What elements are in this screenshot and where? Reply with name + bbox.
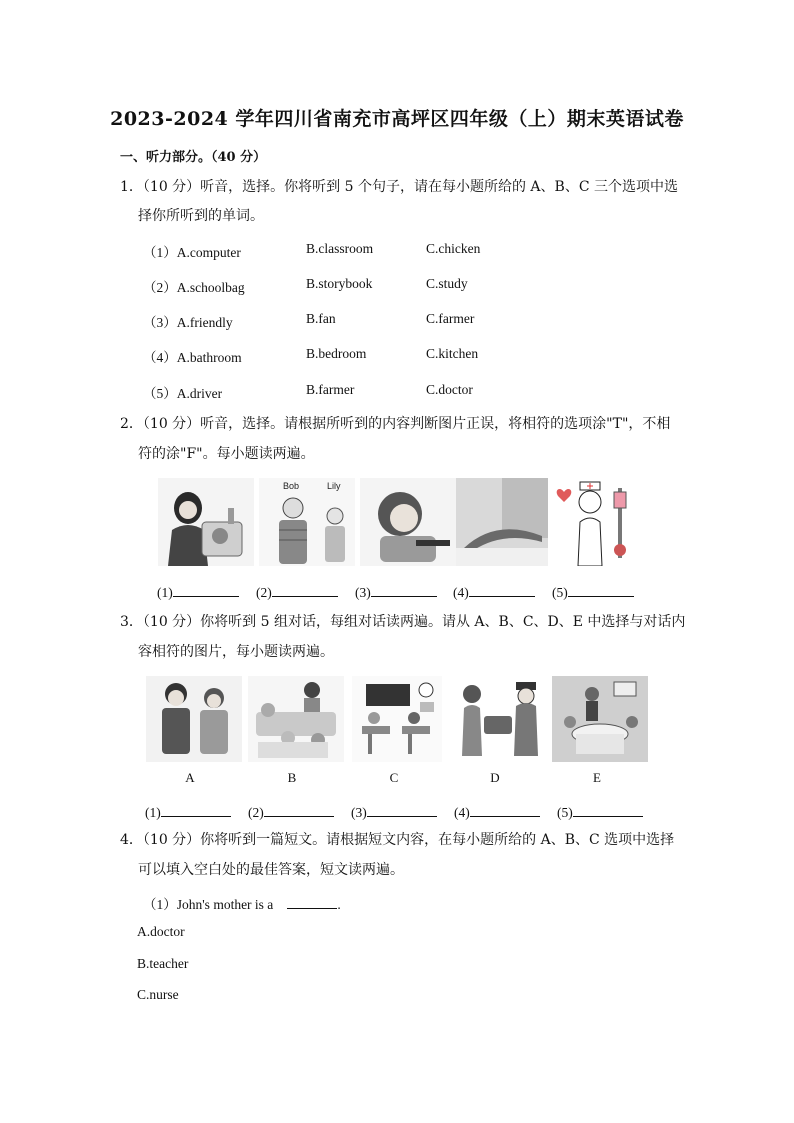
q3-picture-a	[146, 676, 242, 762]
q2-picture-4	[456, 478, 548, 566]
q1-row2-b: B.storybook	[306, 276, 373, 291]
q3-picture-d	[450, 676, 546, 762]
q1-row5-c: C.doctor	[426, 382, 473, 397]
q2-answer-blank-3[interactable]	[355, 582, 437, 601]
q1-row1-b: B.classroom	[306, 241, 374, 256]
section-heading: 一、听力部分。（40 分）	[120, 150, 267, 165]
q2-answer-blank-1[interactable]	[157, 582, 239, 601]
q4-option-b[interactable]: B.teacher	[137, 956, 189, 971]
q4-sub1-blank[interactable]	[287, 895, 337, 909]
q3-blank-2-label: (2)	[248, 805, 264, 820]
q3-picture-a-label: A	[185, 770, 195, 785]
q1-row3-a: （3）A.friendly	[143, 315, 233, 330]
q2-text-line1: 2．（10 分）听音，选择。请根据所听到的内容判断图片正误，将相符的选项涂"T"，不相	[120, 416, 671, 432]
q4-option-c[interactable]: C.nurse	[137, 987, 179, 1002]
q4-sub1-period: .	[337, 897, 341, 912]
q2-picture-2	[259, 478, 355, 566]
q3-picture-b	[248, 676, 344, 762]
q3-picture-d-label: D	[490, 770, 500, 785]
q1-text-line1: 1．（10 分）听音，选择。你将听到 5 个句子，请在每小题所给的 A、B、C 三个选项中选	[120, 179, 678, 195]
q2-picture-3	[360, 478, 456, 566]
q2-blank-5-label: (5)	[552, 585, 568, 600]
q3-blank-3-label: (3)	[351, 805, 367, 820]
q3-answer-blank-1[interactable]	[145, 802, 231, 821]
q1-row1-c: C.chicken	[426, 241, 481, 256]
q3-answer-blank-4[interactable]	[454, 802, 540, 821]
q1-row2-a: （2）A.schoolbag	[143, 280, 245, 295]
q3-picture-c	[352, 676, 442, 762]
q1-row2-c: C.study	[426, 276, 468, 291]
q2-answer-blank-4[interactable]	[453, 582, 535, 601]
q1-row4-a: （4）A.bathroom	[143, 350, 242, 365]
q3-picture-b-label: B	[287, 770, 297, 785]
q1-row1-a: （1）A.computer	[143, 245, 241, 260]
q4-text-line1: 4．（10 分）你将听到一篇短文。请根据短文内容，在每小题所给的 A、B、C 选项中选择	[120, 832, 675, 848]
q3-picture-e-label: E	[593, 770, 601, 785]
q2-blank-2-label: (2)	[256, 585, 272, 600]
q3-text-line2: 容相符的图片，每小题读两遍。	[138, 644, 334, 660]
q1-text-line2: 择你所听到的单词。	[138, 208, 264, 224]
q2-picture-5	[552, 478, 638, 566]
q1-row3-c: C.farmer	[426, 311, 475, 326]
q1-row4-b: B.bedroom	[306, 346, 367, 361]
q3-answer-blank-3[interactable]	[351, 802, 437, 821]
q1-row5-b: B.farmer	[306, 382, 355, 397]
q2-blank-1-label: (1)	[157, 585, 173, 600]
q2-picture-2-bob-label: Bob	[283, 481, 300, 491]
q2-blank-3-label: (3)	[355, 585, 371, 600]
q2-picture-1	[158, 478, 254, 566]
q3-picture-e	[552, 676, 648, 762]
q1-row3-b: B.fan	[306, 311, 336, 326]
q2-picture-2-lily-label: Lily	[327, 481, 341, 491]
q3-blank-1-label: (1)	[145, 805, 161, 820]
q2-blank-4-label: (4)	[453, 585, 469, 600]
page-title: 2023-2024 学年四川省南充市高坪区四年级（上）期末英语试卷	[110, 108, 684, 130]
q2-answer-blank-2[interactable]	[256, 582, 338, 601]
q4-sub1-text: （1）John's mother is a	[143, 897, 274, 912]
q3-answer-blank-5[interactable]	[557, 802, 643, 821]
q1-row4-c: C.kitchen	[426, 346, 479, 361]
q3-blank-4-label: (4)	[454, 805, 470, 820]
q1-row5-a: （5）A.driver	[143, 386, 223, 401]
q4-text-line2: 可以填入空白处的最佳答案，短文读两遍。	[138, 862, 404, 878]
q4-option-a[interactable]: A.doctor	[137, 924, 185, 939]
q2-answer-blank-5[interactable]	[552, 582, 634, 601]
q3-blank-5-label: (5)	[557, 805, 573, 820]
q4-sub1-question	[143, 893, 341, 913]
q2-text-line2: 符的涂"F"。每小题读两遍。	[138, 446, 315, 462]
q3-picture-c-label: C	[389, 770, 399, 785]
q3-answer-blank-2[interactable]	[248, 802, 334, 821]
q3-text-line1: 3．（10 分）你将听到 5 组对话，每组对话读两遍。请从 A、B、C、D、E 中选择与对话内	[120, 614, 686, 630]
